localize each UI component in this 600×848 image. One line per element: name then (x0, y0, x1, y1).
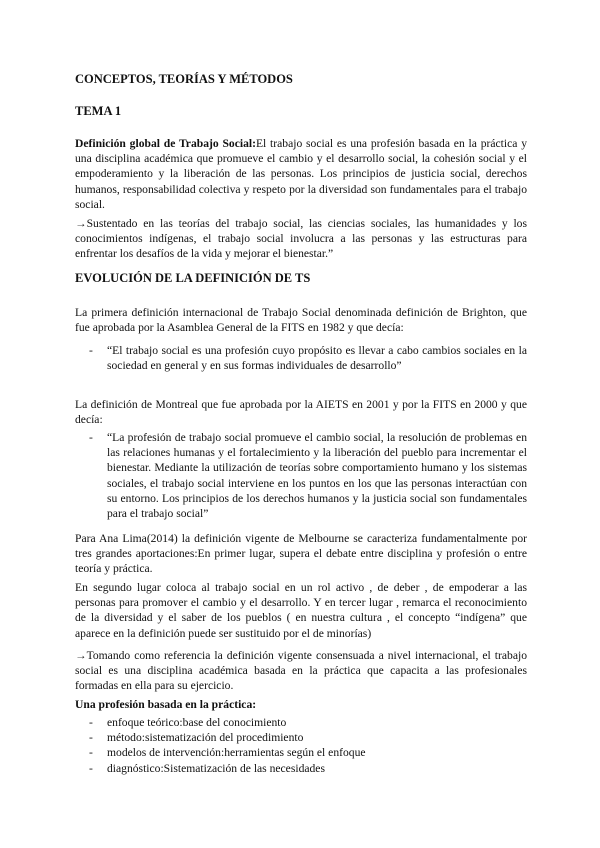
brighton-quote-list (75, 343, 527, 373)
ana-lima-paragraph: Para Ana Lima(2014) la definición vigente de Melbourne se caracteriza fundamentalmente por tres grandes aportaciones:En primer lugar, supera el debate entre disciplina y profesión o entre teoría y práctica. (75, 532, 527, 576)
montreal-quote-list (75, 430, 527, 521)
document-title: CONCEPTOS, TEORÍAS Y MÉTODOS (75, 72, 293, 86)
montreal-intro: La definición de Montreal que fue aprobada por la AIETS en 2001 y por la FITS en 2000 y que decía: (75, 398, 527, 427)
tema-heading: TEMA 1 (75, 104, 122, 118)
list-item: - método:sistematización del procedimiento (75, 730, 527, 745)
profesion-heading: Una profesión basada en la práctica: (75, 698, 257, 711)
tomando-paragraph: →Tomando como referencia la definición vigente consensuada a nivel internacional, el trabajo social es una disciplina académica basada en la práctica que capacita a las profesionales formadas en ella para su ejercicio. (75, 649, 527, 693)
list-item: - modelos de intervención:herramientas según el enfoque (75, 745, 527, 760)
definicion-continuation: →Sustentado en las teorías del trabajo social, las ciencias sociales, las humanidades y los conocimientos indígenas, el trabajo social involucra a las personas y las estructuras para enfrentar los desafíos de la vida y mejorar el bienestar.” (75, 217, 527, 261)
brighton-quote: - “El trabajo social es una profesión cuyo propósito es llevar a cabo cambios sociales en la sociedad en general y en sus formas individuales de desarrollo” (75, 343, 527, 373)
list-item: - enfoque teórico:base del conocimiento (75, 715, 527, 730)
evolucion-heading: EVOLUCIÓN DE LA DEFINICIÓN DE TS (75, 271, 311, 285)
definicion-text: El trabajo social es una profesión basada en la práctica y una disciplina académica que promueve el cambio y el desarrollo social, la cohesión social y el empoderamiento y la liberación de las personas. Los principios de justicia social, derechos humanos, responsabilidad colectiva y respeto por la diversidad son fundamentales para el trabajo social. (75, 137, 527, 211)
montreal-quote: - “La profesión de trabajo social promueve el cambio social, la resolución de problemas en las relaciones humanas y el fortalecimiento y la liberación del pueblo para incrementar el bienestar. Mediante la utilización de teorías sobre comportamiento humano y los sistemas sociales, el trabajo social interviene en los puntos en los que las personas interactúan con su entorno. Los principios de los derechos humanos y la justicia social son fundamentales para el trabajo social” (75, 430, 527, 521)
brighton-intro: La primera definición internacional de Trabajo Social denominada definición de Brighton, que fue aprobada por la Asamblea General de la FITS en 1982 y que decía: (75, 306, 527, 335)
profesion-list (75, 715, 527, 776)
list-item: - diagnóstico:Sistematización de las necesidades (75, 761, 527, 776)
segundo-lugar-paragraph: En segundo lugar coloca al trabajo social en un rol activo , de deber , de empoderar a las personas para promover el cambio y el desarrollo. Y en tercer lugar , remarca el reconocimiento de la diversidad y el saber de los pueblos ( en nuestra cultura , el concepto “indígena” que aparece en la definición puede ser sustituido por el de minorías) (75, 581, 527, 640)
definicion-paragraph (75, 136, 527, 212)
definicion-label: Definición global de Trabajo Social: (75, 137, 256, 150)
